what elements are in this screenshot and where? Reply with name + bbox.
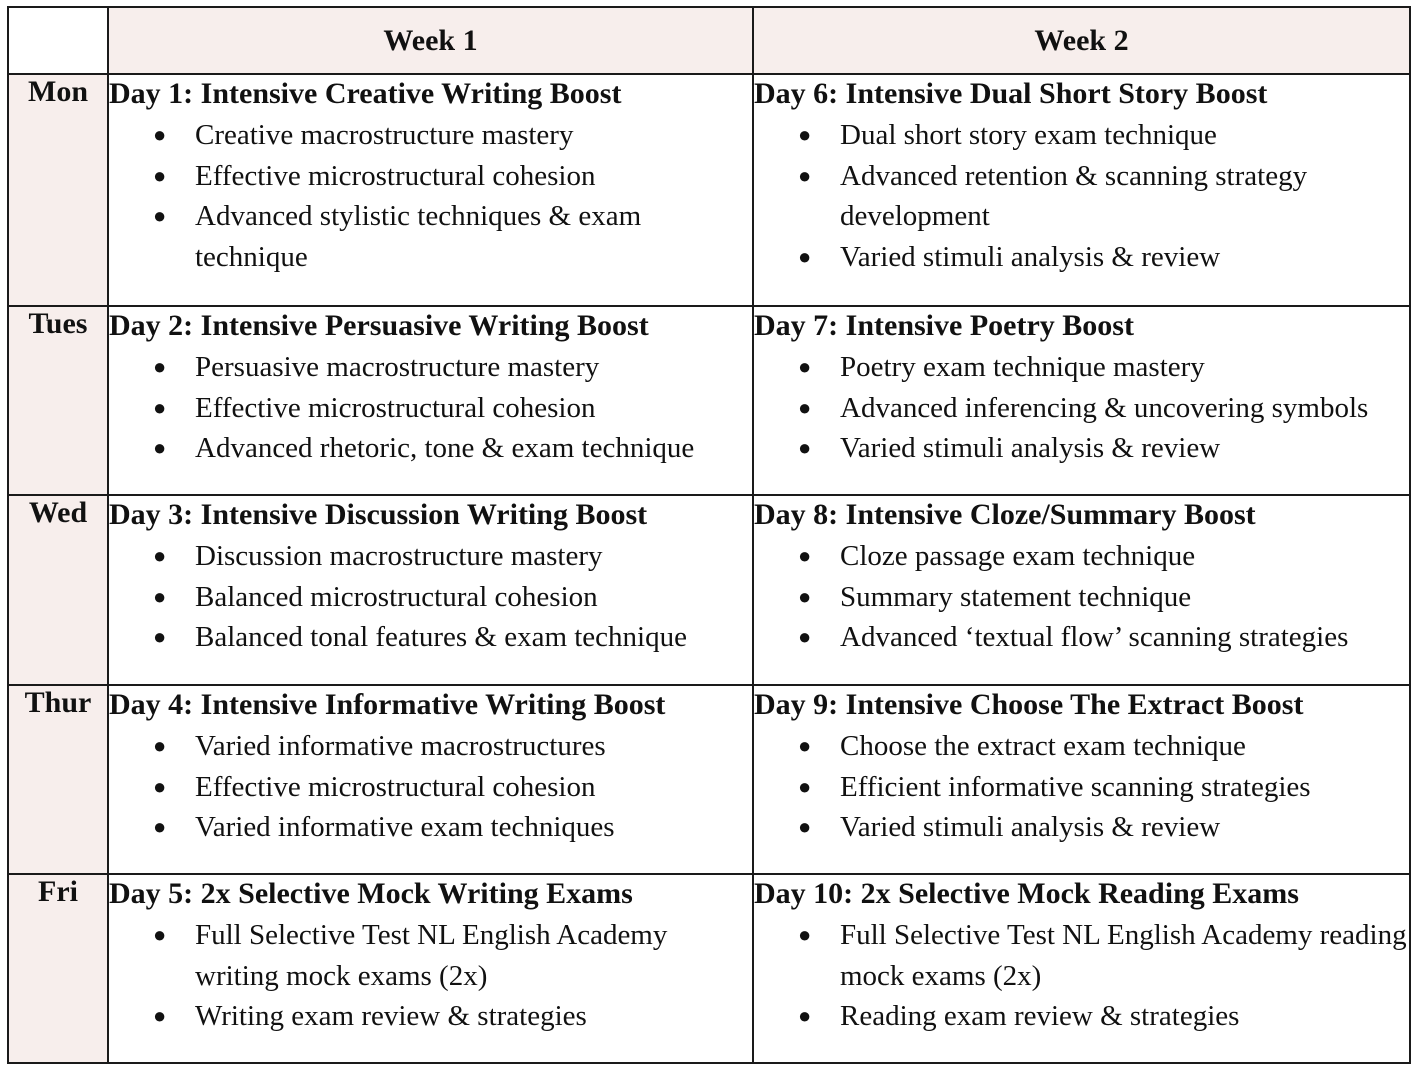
day-label-fri: Fri [8,874,108,1063]
session-title: Day 2: Intensive Persuasive Writing Boost [109,309,649,342]
bullet-list [754,726,1409,848]
bullet-list [109,536,752,658]
row-fri [8,874,1410,1063]
bullet-item: ● Discussion macrostructure mastery [195,536,752,577]
session-title: Day 6: Intensive Dual Short Story Boost [754,77,1268,110]
bullet-item: ● Efficient informative scanning strategies [840,767,1409,808]
cell-week2-wed [753,495,1410,685]
bullet-list [754,115,1409,277]
bullet-item: ● Writing exam review & strategies [195,996,752,1037]
bullet-list [109,115,752,277]
row-thur [8,685,1410,874]
bullet-item: ● Full Selective Test NL English Academy reading mock exams (2x) [840,915,1409,996]
day-label-mon: Mon [8,74,108,306]
bullet-item: ● Effective microstructural cohesion [195,767,752,808]
session-title: Day 7: Intensive Poetry Boost [754,309,1134,342]
cell-week1-thur [108,685,753,874]
bullet-list [109,347,752,469]
bullet-item: ● Varied informative macrostructures [195,726,752,767]
bullet-item: ● Cloze passage exam technique [840,536,1409,577]
cell-week2-fri [753,874,1410,1063]
bullet-list [754,536,1409,658]
bullet-item: ● Summary statement technique [840,577,1409,618]
session-title: Day 1: Intensive Creative Writing Boost [109,77,622,110]
bullet-item: ● Advanced stylistic techniques & exam technique [195,196,752,277]
bullet-item: ● Poetry exam technique mastery [840,347,1409,388]
cell-week1-wed [108,495,753,685]
cell-week1-fri [108,874,753,1063]
header-row [8,7,1410,74]
session-title: Day 3: Intensive Discussion Writing Boost [109,498,648,531]
row-mon [8,74,1410,306]
day-label-tues: Tues [8,306,108,495]
session-title: Day 4: Intensive Informative Writing Boost [109,688,666,721]
bullet-list [754,915,1409,1037]
bullet-item: ● Advanced inferencing & uncovering symbols [840,388,1409,429]
bullet-item: ● Effective microstructural cohesion [195,156,752,197]
bullet-item: ● Varied stimuli analysis & review [840,428,1409,469]
week-1-header: Week 1 [108,7,753,74]
cell-week2-mon [753,74,1410,306]
bullet-item: ● Advanced rhetoric, tone & exam technique [195,428,752,469]
bullet-list [754,347,1409,469]
bullet-item: ● Reading exam review & strategies [840,996,1409,1037]
schedule-table [7,6,1411,1064]
cell-week1-mon [108,74,753,306]
session-title: Day 9: Intensive Choose The Extract Boost [754,688,1304,721]
bullet-item: ● Balanced tonal features & exam technique [195,617,752,658]
bullet-list [109,915,752,1037]
cell-week2-tues [753,306,1410,495]
bullet-list [109,726,752,848]
bullet-item: ● Choose the extract exam technique [840,726,1409,767]
row-wed [8,495,1410,685]
bullet-item: ● Advanced ‘textual flow’ scanning strategies [840,617,1409,658]
bullet-item: ● Creative macrostructure mastery [195,115,752,156]
bullet-item: ● Dual short story exam technique [840,115,1409,156]
corner-cell [8,7,108,74]
session-title: Day 10: 2x Selective Mock Reading Exams [754,877,1299,910]
bullet-item: ● Varied informative exam techniques [195,807,752,848]
bullet-item: ● Full Selective Test NL English Academy writing mock exams (2x) [195,915,752,996]
row-tues [8,306,1410,495]
bullet-item: ● Advanced retention & scanning strategy development [840,156,1409,237]
bullet-item: ● Balanced microstructural cohesion [195,577,752,618]
bullet-item: ● Varied stimuli analysis & review [840,237,1409,278]
bullet-item: ● Persuasive macrostructure mastery [195,347,752,388]
bullet-item: ● Varied stimuli analysis & review [840,807,1409,848]
cell-week1-tues [108,306,753,495]
session-title: Day 5: 2x Selective Mock Writing Exams [109,877,633,910]
day-label-thur: Thur [8,685,108,874]
week-2-header: Week 2 [753,7,1410,74]
session-title: Day 8: Intensive Cloze/Summary Boost [754,498,1256,531]
bullet-item: ● Effective microstructural cohesion [195,388,752,429]
cell-week2-thur [753,685,1410,874]
day-label-wed: Wed [8,495,108,685]
